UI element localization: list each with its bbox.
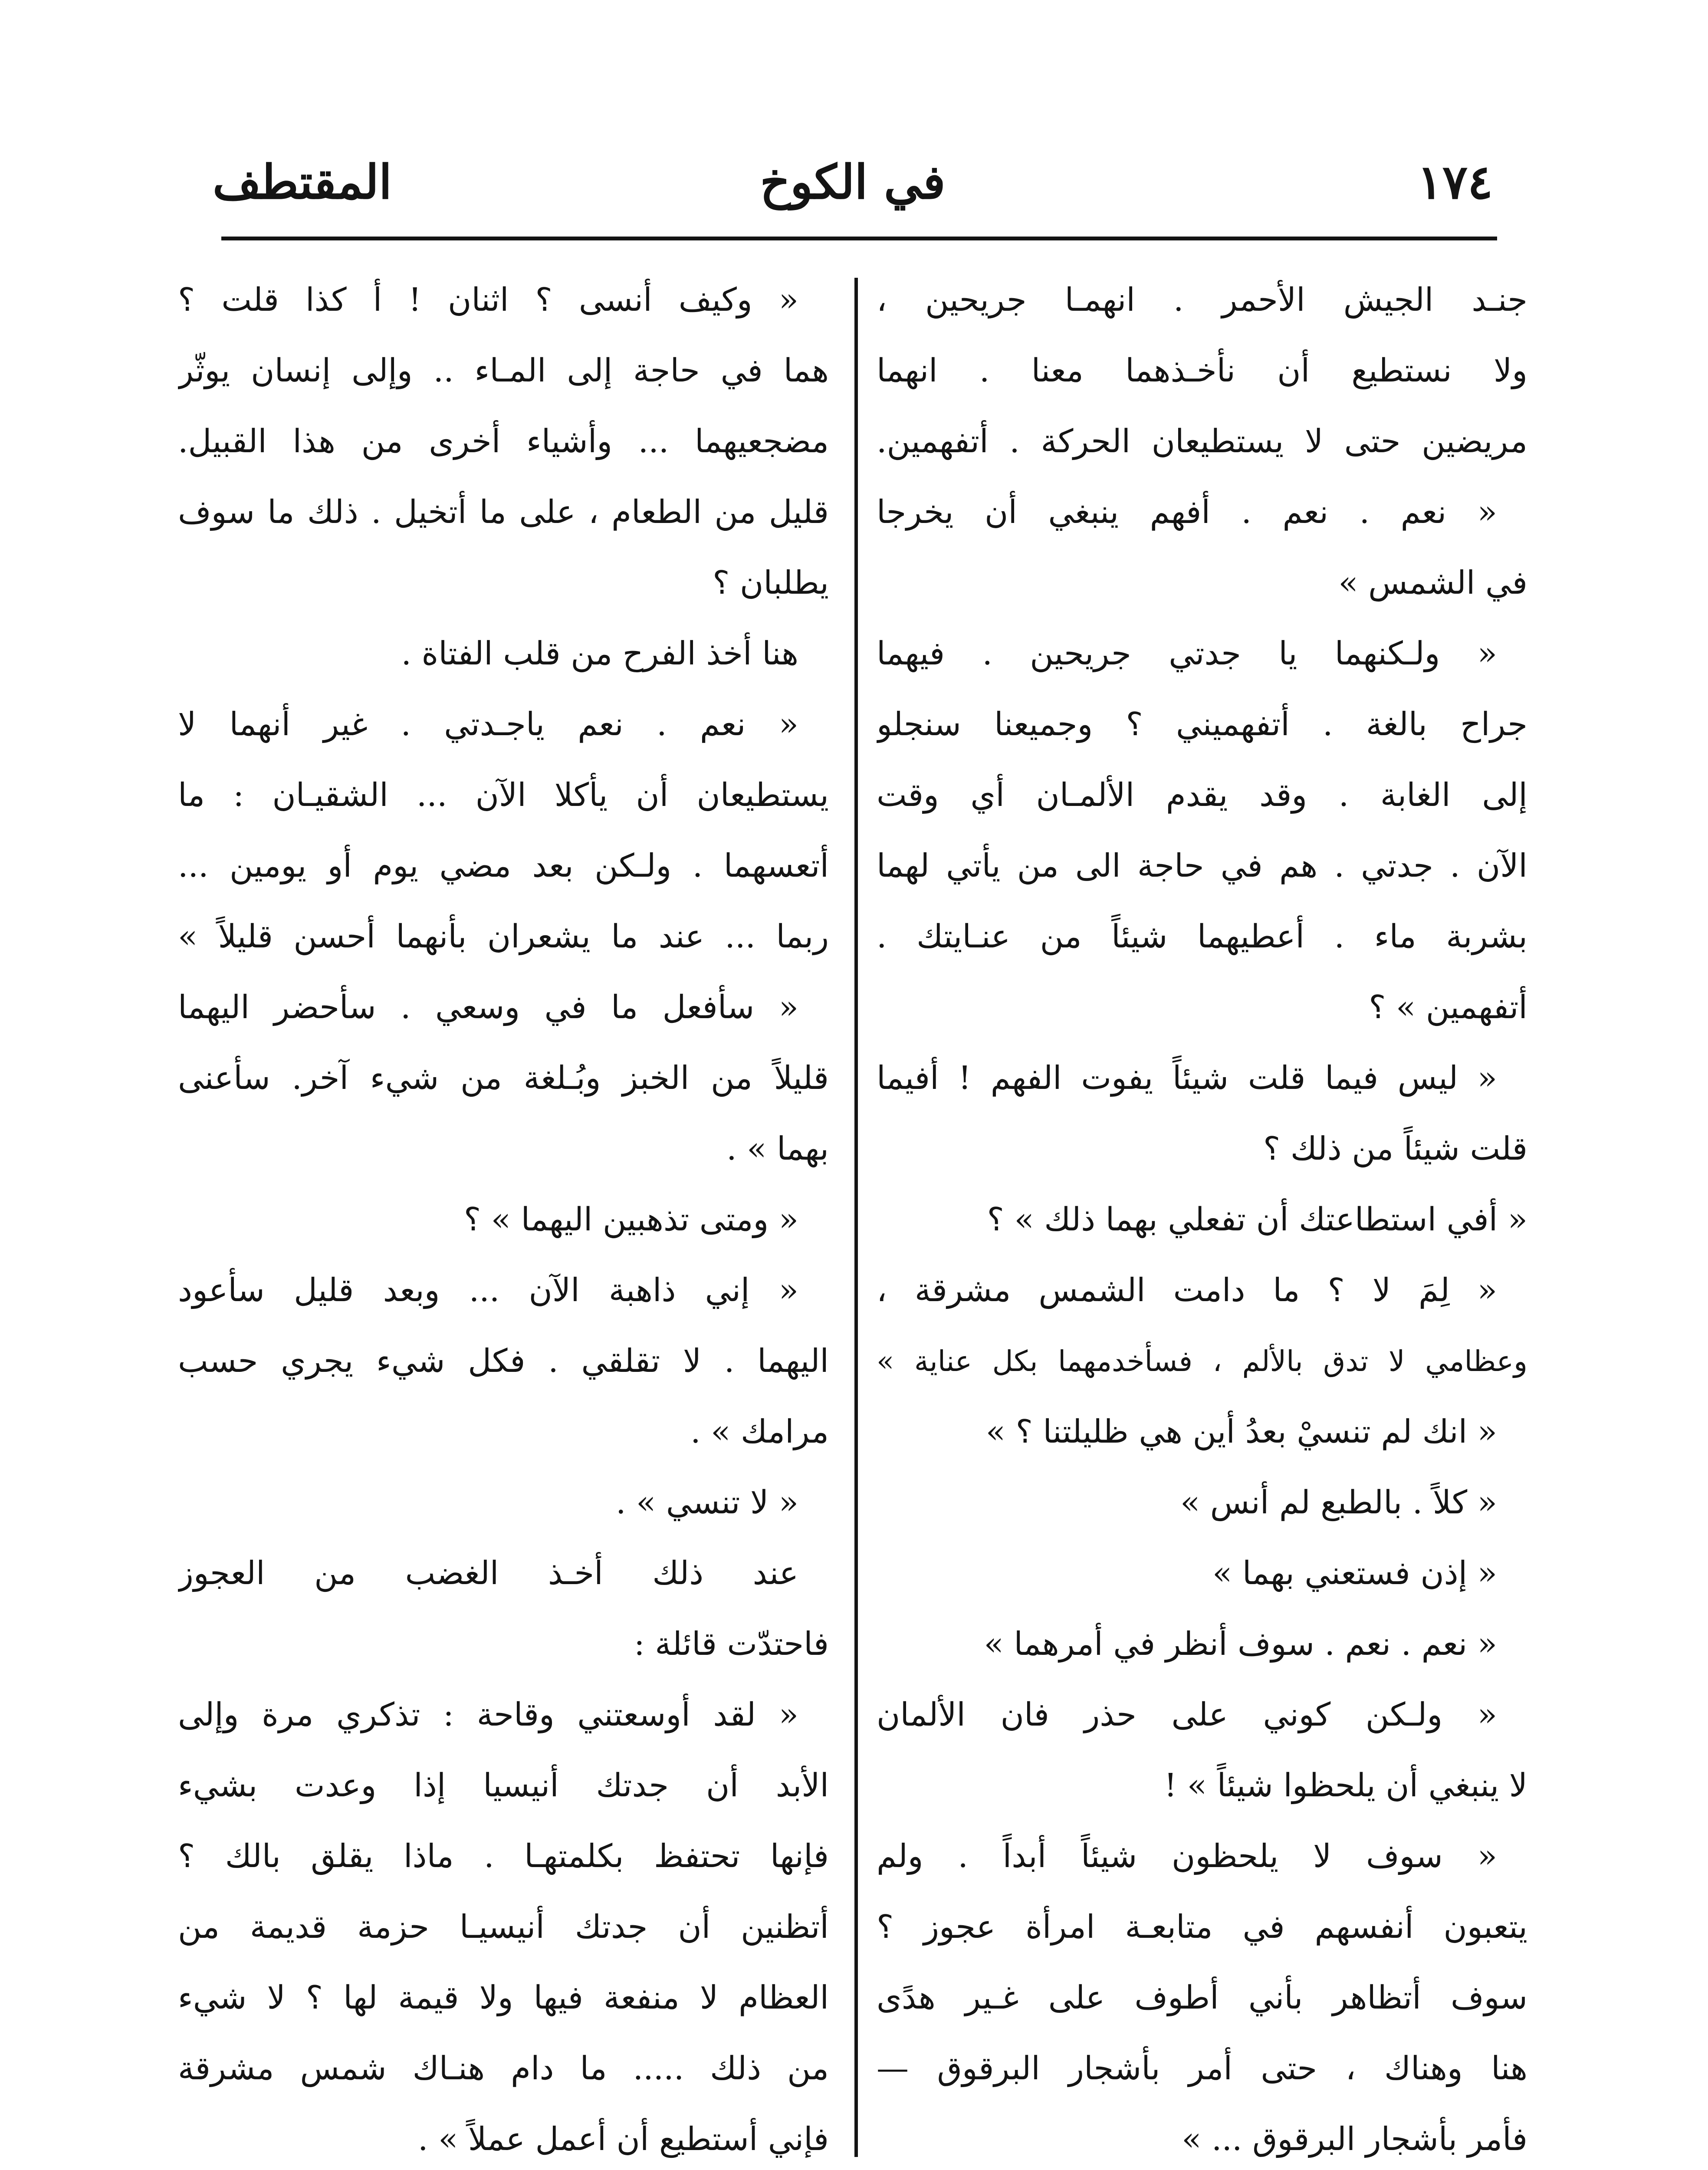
text-line: فاحتدّت قائلة : [634,1625,829,1663]
text-line: وعظامي لا تدق بالألم ، فسأخدمهما بكل عناية » [877,1345,1527,1378]
column-divider [854,278,858,2157]
text-line: « لقد أوسعتني وقاحة : تذكري مرة وإلى [178,1696,798,1733]
text-line: مضجعيهما ... وأشياء أخرى من هذا القبيل. [178,423,829,460]
text-line: لا ينبغي أن يلحظوا شيئاً » ! [1164,1767,1527,1804]
text-line: قليلاً من الخبز وبُـلغة من شيء آخر. سأعنى [178,1059,829,1097]
text-line: يتعبون أنفسهم في متابعـة امرأة عجوز ؟ [877,1908,1527,1946]
text-line: فإنها تحتفظ بكلمتهـا . ماذا يقلق بالك ؟ [178,1838,829,1875]
text-line: فإني أستطيع أن أعمل عملاً » . [418,2121,829,2158]
text-line: قلت شيئاً من ذلك ؟ [1263,1130,1527,1167]
text-line: هنا أخذ الفرح من قلب الفتاة . [401,635,798,672]
text-line: « سوف لا يلحظون شيئاً أبداً . ولم [877,1838,1497,1875]
text-line: عند ذلك أخـذ الغضب من العجوز [178,1555,798,1592]
text-line: ربما ... عند ما يشعران بأنهما أحسن قليلاً » [178,918,829,955]
text-line: يطلبان ؟ [713,564,829,602]
text-line: « نعم . نعم ياجـدتي . غير أنهما لا [178,706,798,743]
text-line: الأبد أن جدتك أنيسيا إذا وعدت بشيء [178,1767,829,1804]
text-line: « سأفعل ما في وسعي . سأحضر اليهما [178,989,798,1026]
text-line: « أفي استطاعتك أن تفعلي بهما ذلك » ؟ [987,1201,1527,1238]
journal-name: المقتطف [213,155,392,210]
text-line: « لا تنسي » . [616,1484,798,1521]
text-line: « لِمَ لا ؟ ما دامت الشمس مشرقة ، [877,1272,1497,1309]
left-column [178,265,829,2170]
text-line: « إذن فستعني بهما » [1212,1555,1497,1592]
text-line: أتفهمين » ؟ [1369,989,1527,1026]
text-line: « ولـكن كوني على حذر فان الألمان [877,1696,1497,1733]
text-line: جراح بالغة . أتفهميني ؟ وجميعنا سنجلو [877,706,1527,743]
text-line: « نعم . نعم . أفهم ينبغي أن يخرجا [877,493,1497,531]
text-line: هنا وهناك ، حتى أمر بأشجار البرقوق — [877,2050,1527,2087]
text-line: ولا نستطيع أن نأخـذهما معنا . انهما [877,352,1527,389]
text-line: سوف أتظاهر بأني أطوف على غـير هدًى [877,1979,1527,2016]
text-line: مرامك » . [690,1413,829,1450]
text-line: مريضين حتى لا يستطيعان الحركة . أتفهمين. [877,423,1527,460]
section-title: في الكوخ [760,155,946,210]
text-line: يستطيعان أن يأكلا الآن ... الشقيـان : ما [178,776,829,814]
text-line: « ومتى تذهبين اليهما » ؟ [463,1201,798,1238]
text-line: فأمر بأشجار البرقوق ... » [1182,2121,1527,2158]
text-line: أتظنين أن جدتك أنيسيـا حزمة قديمة من [178,1908,829,1946]
text-line: إلى الغابة . وقد يقدم الألمـان أي وقت [877,776,1527,814]
right-column [877,265,1527,2170]
text-line: « إني ذاهبة الآن ... وبعد قليل سأعود [178,1272,798,1309]
text-line: جنـد الجيش الأحمر . انهمـا جريحين ، [877,281,1527,319]
text-line: « انك لم تنسيْ بعدُ أين هي ظليلتنا ؟ » [985,1413,1497,1450]
header-rule [221,237,1497,240]
text-line: بهما » . [726,1130,829,1167]
text-line: الآن . جدتي . هم في حاجة الى من يأتي لهما [877,847,1527,884]
text-line: « ولـكنهما يا جدتي جريحين . فيهما [877,635,1497,672]
text-line: أتعسهما . ولـكن بعد مضي يوم أو يومين ... [178,847,829,884]
page-number: ١٧٤ [1417,155,1493,210]
text-line: من ذلك ..... ما دام هنـاك شمس مشرقة [178,2050,829,2087]
text-line: « كلاً . بالطبع لم أنس » [1180,1484,1497,1521]
page-header [213,150,1493,224]
text-line: قليل من الطعام ، على ما أتخيل . ذلك ما سوف [178,493,829,531]
text-line: « ليس فيما قلت شيئاً يفوت الفهم ! أفيما [877,1059,1497,1097]
text-line: « نعم . نعم . سوف أنظر في أمرهما » [984,1625,1497,1663]
text-line: العظام لا منفعة فيها ولا قيمة لها ؟ لا شيء [178,1979,829,2016]
text-line: بشربة ماء . أعطيهما شيئاً من عنـايتك . [877,918,1527,955]
text-line: « وكيف أنسى ؟ اثنان ! أ كذا قلت ؟ [178,281,798,319]
text-line: هما في حاجة إلى المـاء .. وإلى إنسان يوثّر [178,352,829,389]
text-line: في الشمس » [1338,564,1527,602]
text-line: اليهما . لا تقلقي . فكل شيء يجري حسب [178,1342,829,1380]
